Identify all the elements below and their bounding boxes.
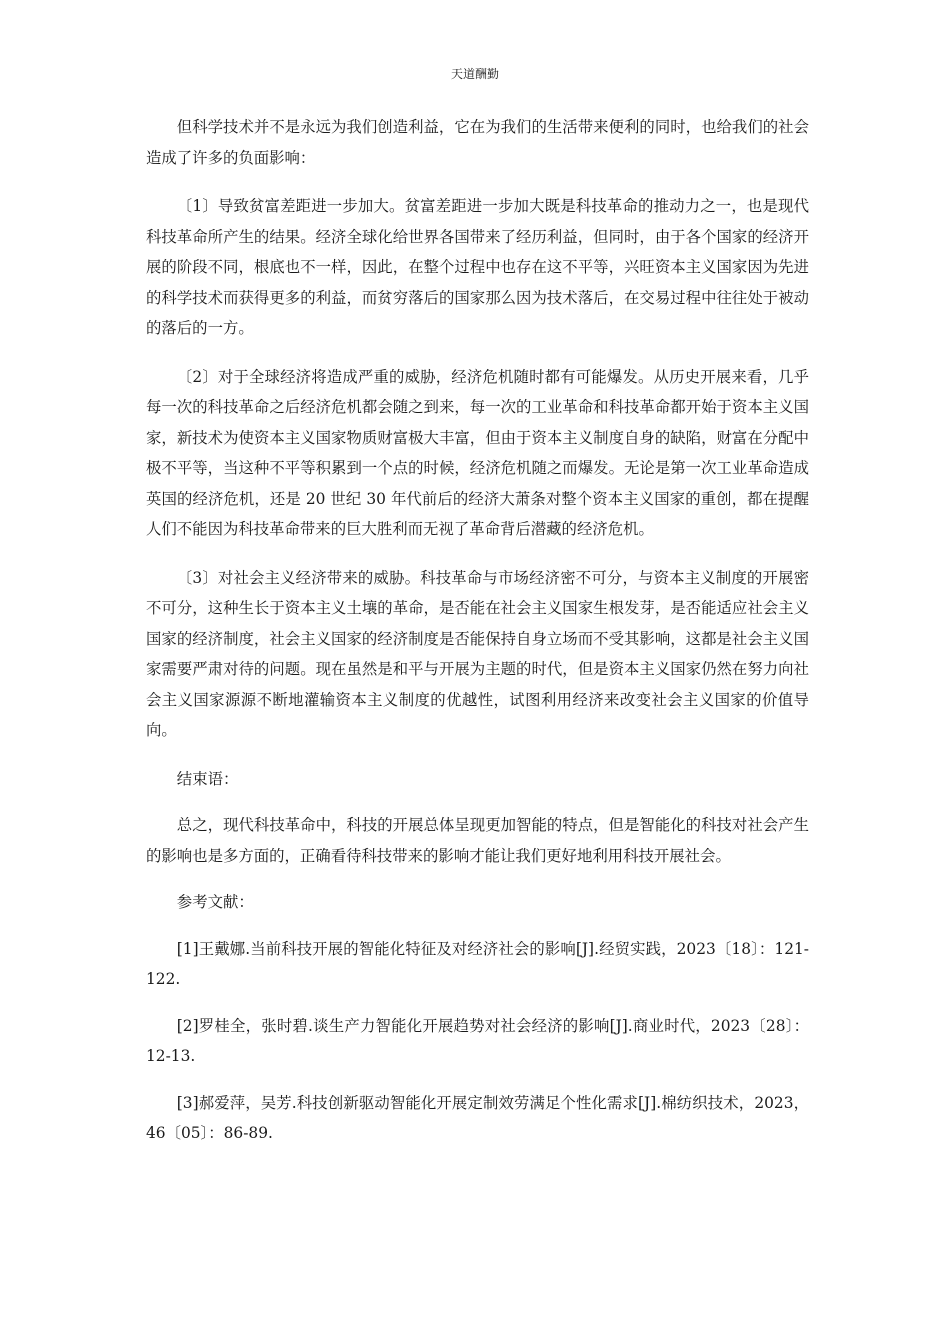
paragraph-point-2: 〔2〕对于全球经济将造成严重的威胁，经济危机随时都有可能爆发。从历史开展来看，几乎每一次的科技革命之后经济危机都会随之到来，每一次的工业革命和科技革命都开始于资本主义国家，新技术为使资本主义国家物质财富极大丰富，但由于资本主义制度自身的缺陷，财富在分配中极不平等，当这种不平等积累到一个点的时候，经济危机随之而爆发。无论是第一次工业革命造成英国的经济危机，还是 20 世纪 30 年代前后的经济大萧条对整个资本主义国家的重创，都在提醒人们不能因为科技革命带来的巨大胜利而无视了革命背后潜藏的经济危机。 xyxy=(146,367,809,538)
page-header: 天道酬勤 xyxy=(450,67,499,81)
conclusion-heading: 结束语： xyxy=(176,769,239,788)
reference-item-2: [2]罗桂全，张时碧.谈生产力智能化开展趋势对社会经济的影响[J].商业时代，2023〔28〕：12-13. xyxy=(146,1016,809,1065)
paragraph-intro: 但科学技术并不是永远为我们创造利益，它在为我们的生活带来便利的同时，也给我们的社会造成了许多的负面影响： xyxy=(146,118,809,167)
paragraph-point-3: 〔3〕对社会主义经济带来的威胁。科技革命与市场经济密不可分，与资本主义制度的开展密不可分，这种生长于资本主义土壤的革命，是否能在社会主义国家生根发芽，是否能适应社会主义国家的经济制度，社会主义国家的经济制度是否能保持自身立场而不受其影响，这都是社会主义国家需要严肃对待的问题。现在虽然是和平与开展为主题的时代，但是资本主义国家仍然在努力向社会主义国家源源不断地灌输资本主义制度的优越性，试图利用经济来改变社会主义国家的价值导向。 xyxy=(146,568,809,739)
reference-item-1: [1]王戴娜.当前科技开展的智能化特征及对经济社会的影响[J].经贸实践，2023〔18〕：121-122. xyxy=(146,939,809,988)
document-body xyxy=(146,112,809,1149)
conclusion-paragraph: 总之，现代科技革命中，科技的开展总体呈现更加智能的特点，但是智能化的科技对社会产生的影响也是多方面的，正确看待科技带来的影响才能让我们更好地利用科技开展社会。 xyxy=(146,816,809,865)
reference-item-3: [3]郝爱萍，吴芳.科技创新驱动智能化开展定制效劳满足个性化需求[J].棉纺织技术，2023，46〔05〕：86-89. xyxy=(146,1093,809,1142)
paragraph-point-1: 〔1〕导致贫富差距进一步加大。贫富差距进一步加大既是科技革命的推动力之一，也是现代科技革命所产生的结果。经济全球化给世界各国带来了经历利益，但同时，由于各个国家的经济开展的阶段不同，根底也不一样，因此，在整个过程中也存在这不平等，兴旺资本主义国家因为先进的科学技术而获得更多的利益，而贫穷落后的国家那么因为技术落后，在交易过程中往往处于被动的落后的一方。 xyxy=(146,197,809,337)
references-heading: 参考文献： xyxy=(176,893,254,911)
